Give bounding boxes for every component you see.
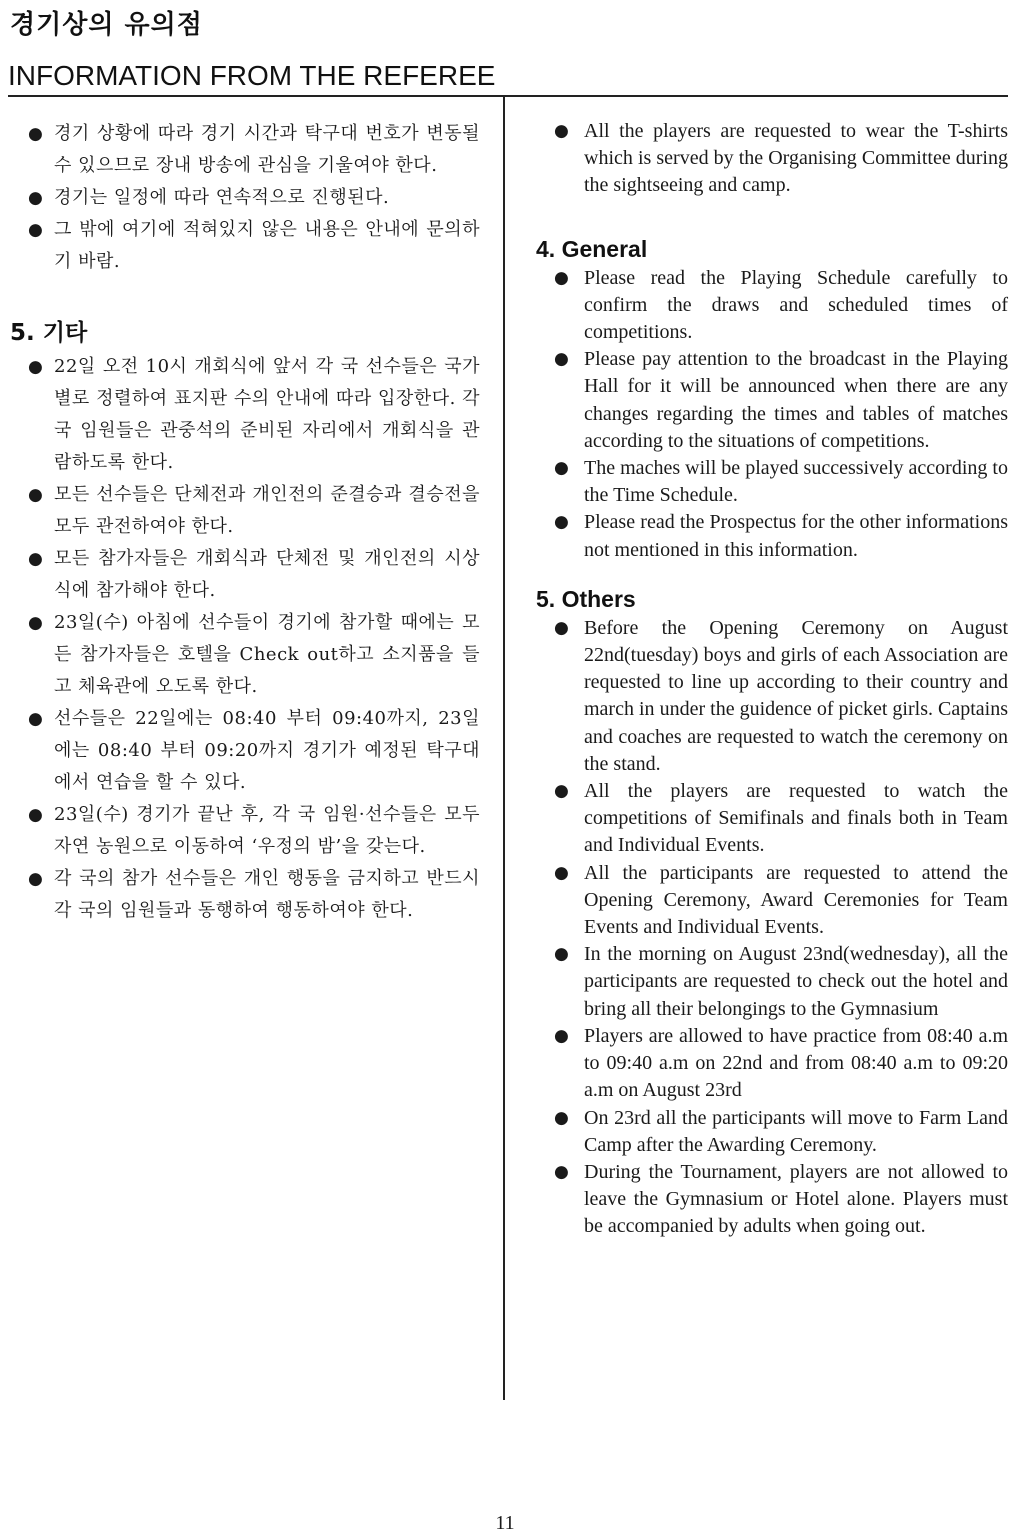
- list-item: ● In the morning on August 23nd(wednesday), all the participants are requested to check out the hotel and bring all their belongings to the Gymnasium: [554, 943, 1008, 1020]
- list-item: ● All the participants are requested to attend the Opening Ceremony, Award Ceremonies for Team Events and Individual Events.: [554, 861, 1008, 939]
- list-item: ● All the players are requested to watch the competitions of Semifinals and finals both in Team and Individual Events.: [554, 780, 1008, 857]
- bullet-icon: ●: [554, 1161, 569, 1182]
- bullet-icon: ●: [554, 121, 569, 141]
- right-section-4-title: 4. General: [536, 235, 648, 262]
- bullet-icon: ●: [554, 458, 569, 479]
- header-rule: [8, 95, 1008, 97]
- list-item: ● The maches will be played successively according to the Time Schedule.: [554, 457, 1008, 507]
- right-intro-list: [536, 118, 1008, 200]
- left-section-5-list: [10, 351, 480, 927]
- page-number: 11: [495, 1512, 515, 1534]
- right-section-4-list: [536, 265, 1008, 564]
- bullet-icon: ●: [28, 709, 43, 729]
- left-column: [10, 118, 480, 927]
- list-item: ● Players are allowed to have practice from 08:40 a.m to 09:40 a.m on 22nd and from 08:40 a.m to 09:20 a.m on August 23rd: [554, 1024, 1008, 1102]
- list-item: ● 23일(수) 경기가 끝난 후, 각 국 임원·선수들은 모두 자연 농원으로 이동하여 ‘우정의 밤’을 갖는다.: [10, 799, 480, 863]
- bullet-icon: ●: [28, 549, 43, 569]
- column-divider: [503, 97, 505, 1400]
- bullet-icon: ●: [554, 1107, 569, 1128]
- bullet-icon: ●: [28, 869, 43, 889]
- list-item: ● 각 국의 참가 선수들은 개인 행동을 금지하고 반드시 각 국의 임원들과 동행하여 행동하여야 한다.: [10, 863, 480, 927]
- bullet-icon: ●: [28, 357, 43, 377]
- list-item: ● Please pay attention to the broadcast in the Playing Hall for it will be announced when there are any changes regarding the times and tables of matches according to the situations of competitions.: [554, 348, 1008, 452]
- bullet-icon: ●: [554, 1025, 569, 1046]
- list-item: ● 23일(수) 아침에 선수들이 경기에 참가할 때에는 모든 참가자들은 호텔을 Check out하고 소지품을 들고 체육관에 오도록 한다.: [10, 607, 480, 703]
- list-item: ● On 23rd all the participants will move to Farm Land Camp after the Awarding Ceremony.: [554, 1106, 1008, 1156]
- right-section-5-title: 5. Others: [536, 585, 636, 612]
- list-item: ● 그 밖에 여기에 적혀있지 않은 내용은 안내에 문의하기 바람.: [10, 214, 480, 278]
- list-item: ● 모든 참가자들은 개회식과 단체전 및 개인전의 시상식에 참가해야 한다.: [10, 543, 480, 607]
- bullet-icon: ●: [554, 781, 569, 802]
- bullet-icon: ●: [554, 267, 569, 288]
- list-item: ● All the players are requested to wear the T-shirts which is served by the Organising Committee during the sightseeing and camp.: [554, 120, 1008, 197]
- bullet-icon: ●: [28, 220, 43, 240]
- left-section-5-title: 5. 기타: [10, 320, 88, 346]
- right-column: [536, 118, 1008, 1241]
- list-item: ● During the Tournament, players are not allowed to leave the Gymnasium or Hotel alone. Players must be accompanied by adults when going out.: [554, 1160, 1008, 1238]
- header-title-korean: 경기상의 유의점: [10, 10, 203, 40]
- bullet-icon: ●: [28, 613, 43, 633]
- left-intro-list: [10, 118, 480, 278]
- bullet-icon: ●: [28, 485, 43, 505]
- right-section-5-list: [536, 615, 1008, 1241]
- bullet-icon: ●: [554, 617, 569, 638]
- bullet-icon: ●: [554, 944, 569, 965]
- list-item: ● Please read the Prospectus for the other informations not mentioned in this information.: [554, 511, 1008, 561]
- list-item: ● 경기 상황에 따라 경기 시간과 탁구대 번호가 변동될 수 있으므로 장내 방송에 관심을 기울여야 한다.: [10, 118, 480, 182]
- list-item: ● 22일 오전 10시 개회식에 앞서 각 국 선수들은 국가별로 정렬하여 표지판 수의 안내에 따라 입장한다. 각 국 임원들은 관중석의 준비된 자리에서 개회식을 관람하도록 한다.: [10, 351, 480, 479]
- bullet-icon: ●: [554, 349, 569, 370]
- list-item: ● Before the Opening Ceremony on August 22nd(tuesday) boys and girls of each Association are requested to line up according to their country and march in under the guidence of picket girls. Captains and coaches are requested to watch the ceremony on the stand.: [554, 616, 1008, 775]
- list-item: ● 경기는 일정에 따라 연속적으로 진행된다.: [10, 182, 480, 214]
- list-item: ● 모든 선수들은 단체전과 개인전의 준결승과 결승전을 모두 관전하여야 한다.: [10, 479, 480, 543]
- bullet-icon: ●: [554, 512, 569, 533]
- bullet-icon: ●: [28, 805, 43, 825]
- bullet-icon: ●: [28, 188, 43, 208]
- list-item: ● Please read the Playing Schedule carefully to confirm the draws and scheduled times of competitions.: [554, 266, 1008, 344]
- bullet-icon: ●: [28, 124, 43, 144]
- header-title-english: INFORMATION FROM THE REFEREE: [8, 60, 496, 91]
- bullet-icon: ●: [554, 862, 569, 883]
- list-item: ● 선수들은 22일에는 08:40 부터 09:40까지, 23일에는 08:40 부터 09:20까지 경기가 예정된 탁구대에서 연습을 할 수 있다.: [10, 703, 480, 799]
